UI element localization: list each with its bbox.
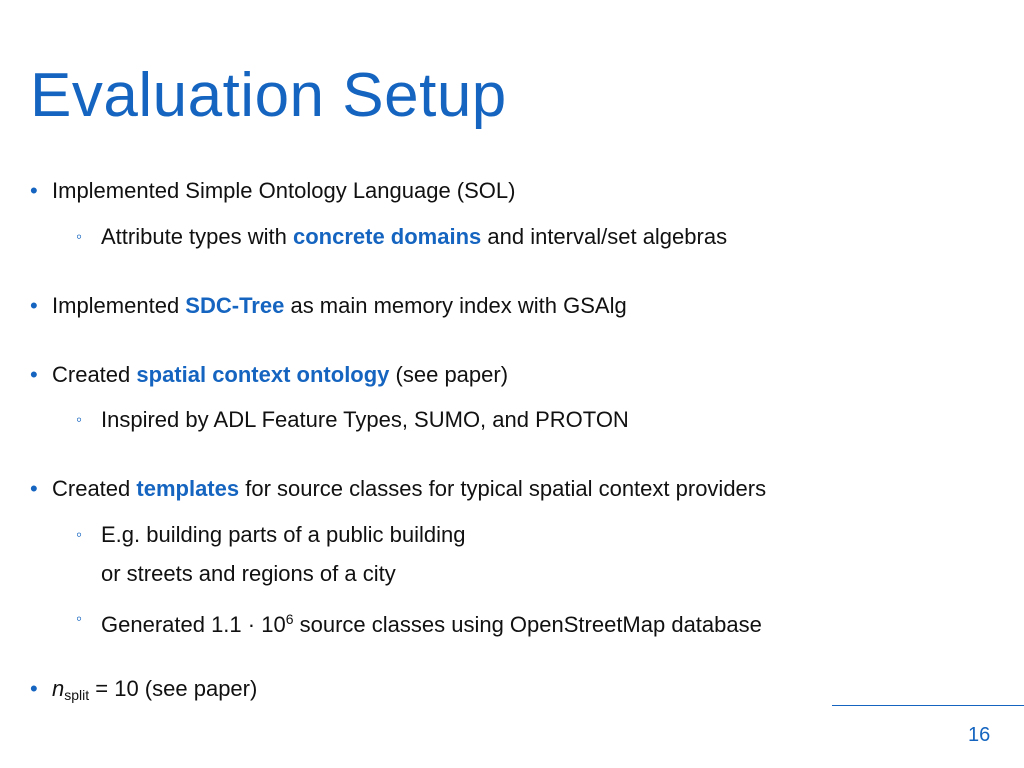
sub-bullet-item: Generated $1.1 \cdot 10^6$ source classes using OpenStreetMap database [101,611,762,637]
bullet-icon: • [30,178,38,203]
bullet-icon: • [30,676,38,701]
bullet-item: $n_{split} = 10$ (see paper) [52,676,258,703]
bullet-icon: • [30,293,38,318]
superscript: 6 [285,611,294,627]
page-number: 16 [968,724,991,746]
sub-bullet-icon: ◦ [76,609,83,628]
sub-bullet-icon: ◦ [76,525,83,544]
bullet-icon: • [30,476,38,501]
highlight-text: SDC-Tree [185,293,285,318]
highlight-text: concrete domains [292,224,482,249]
bullet-item: Created spatial context ontology (see paper) [52,362,509,387]
sub-bullet-item: E.g. building parts of a public building [101,522,466,547]
sub-bullet-icon: ◦ [76,410,83,429]
variable: n [52,676,65,701]
bullet-item: Implemented Simple Ontology Language (SOL) [52,178,516,203]
bullet-item: Implemented SDC-Tree as main memory index with GSAlg [52,293,627,318]
highlight-text: spatial context ontology [136,362,390,387]
bullet-icon: • [30,362,38,387]
highlight-text: templates [136,476,240,501]
sub-bullet-item-continuation: or streets and regions of a city [101,561,396,586]
subscript: split [64,687,90,703]
bullet-item: Created templates for source classes for typical spatial context providers [52,476,767,501]
footer-divider [832,705,1024,706]
sub-bullet-icon: ◦ [76,227,83,246]
slide-title: Evaluation Setup [30,61,507,130]
sub-bullet-item: Attribute types with concrete domains and interval/set algebras [101,224,728,249]
sub-bullet-item: Inspired by ADL Feature Types, SUMO, and PROTON [101,407,629,432]
